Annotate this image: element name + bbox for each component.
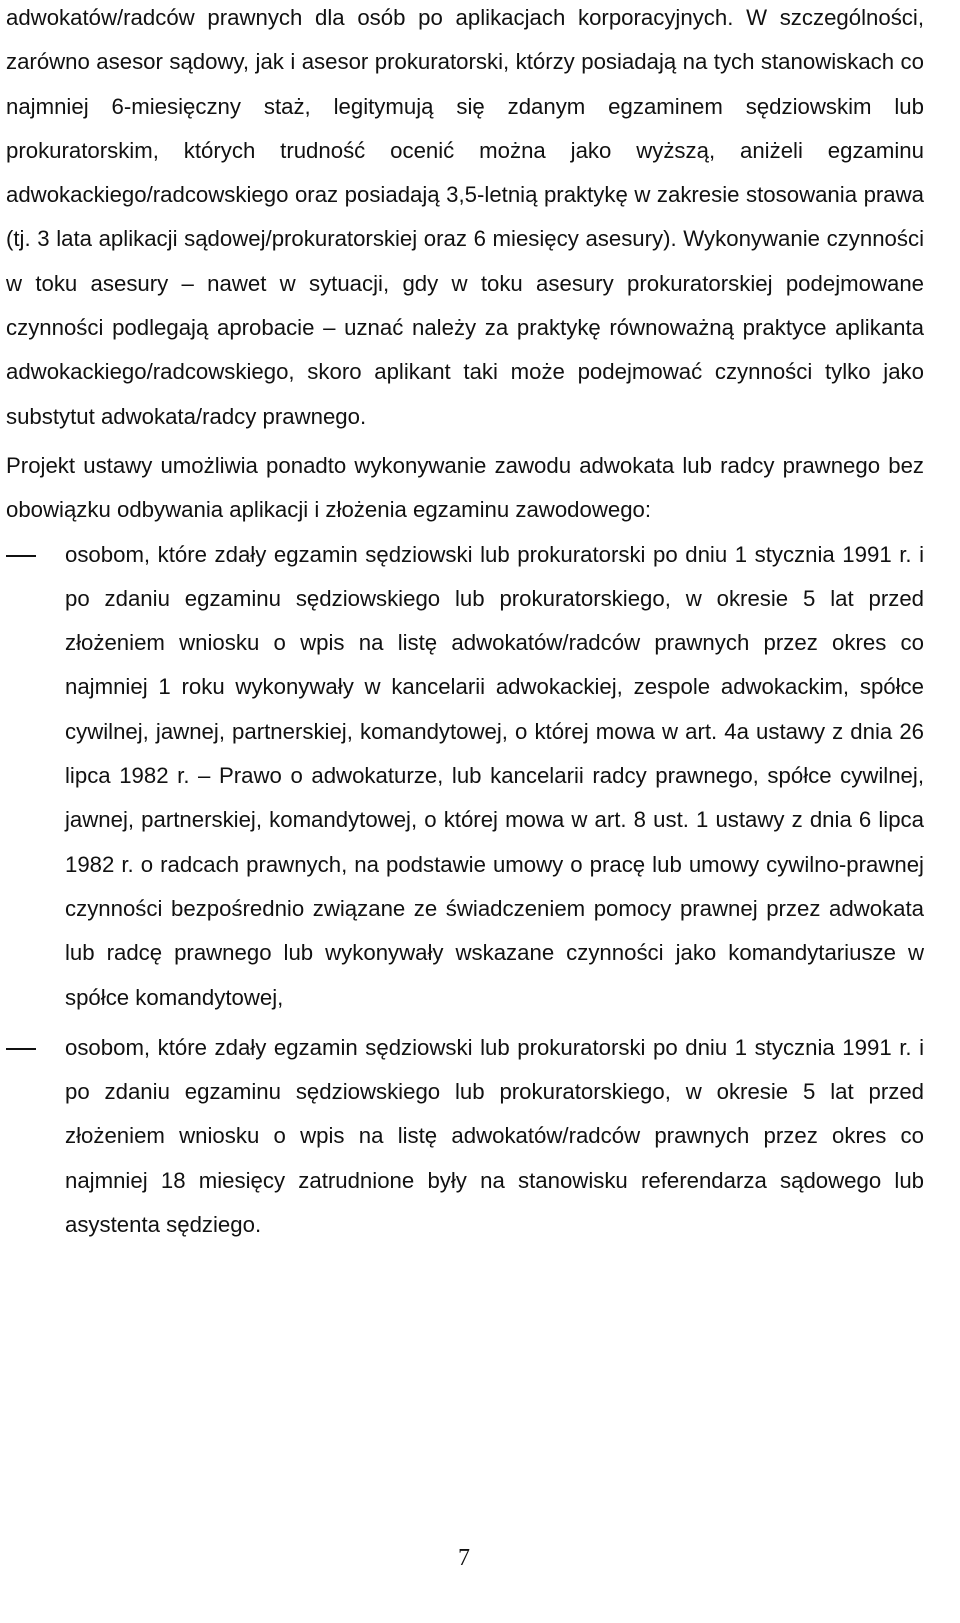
body-paragraph: Projekt ustawy umożliwia ponadto wykonywanie zawodu adwokata lub radcy prawnego bez obowiązku odbywania aplikacji i złożenia egzaminu zawodowego: <box>6 452 924 523</box>
list-item-text: osobom, które zdały egzamin sędziowski lub prokuratorski po dniu 1 stycznia 1991 r. i po zdaniu egzaminu sędziowskiego lub prokuratorskiego, w okresie 5 lat przed złożeniem wniosku o wpis na listę adwokatów/radców prawnych przez okres co najmniej 1 roku wykonywały w kancelarii adwokackiej, zespole adwokackim, spółce cywilnej, jawnej, partnerskiej, komandytowej, o której mowa w art. 4a ustawy z dnia 26 lipca 1982 r. – Prawo o adwokaturze, lub kancelarii radcy prawnego, spółce cywilnej, jawnej, partnerskiej, komandytowej, o której mowa w art. 8 ust. 1 ustawy z dnia 6 lipca 1982 r. o radcach prawnych, na podstawie umowy o pracę lub umowy cywilno-prawnej czynności bezpośrednio związane ze świadczeniem pomocy prawnej przez adwokata lub radcę prawnego lub wykonywały wskazane czynności jako komandytariusze w spółce komandytowej, <box>65 541 924 1010</box>
list-item <box>6 1026 924 1247</box>
dash-bullet-icon <box>6 1048 36 1050</box>
dash-bullet-icon <box>6 555 36 557</box>
page-number: 7 <box>458 1545 470 1571</box>
list-item-text: osobom, które zdały egzamin sędziowski lub prokuratorski po dniu 1 stycznia 1991 r. i po zdaniu egzaminu sędziowskiego lub prokuratorskiego, w okresie 5 lat przed złożeniem wniosku o wpis na listę adwokatów/radców prawnych przez okres co najmniej 18 miesięcy zatrudnione były na stanowisku referendarza sądowego lub asystenta sędziego. <box>65 1034 924 1238</box>
list-item <box>6 533 924 1020</box>
body-paragraph: adwokatów/radców prawnych dla osób po aplikacjach korporacyjnych. W szczególności, zarówno asesor sądowy, jak i asesor prokuratorski, którzy posiadają na tych stanowiskach co najmniej 6-miesięczny staż, legitymują się zdanym egzaminem sędziowskim lub prokuratorskim, których trudność ocenić można jako wyższą, aniżeli egzaminu adwokackiego/radcowskiego oraz posiadają 3,5-letnią praktykę w zakresie stosowania prawa (tj. 3 lata aplikacji sądowej/prokuratorskiej oraz 6 miesięcy asesury). Wykonywanie czynności w toku asesury – nawet w sytuacji, gdy w toku asesury prokuratorskiej podejmowane czynności podlegają aprobacie – uznać należy za praktykę równoważną praktyce aplikanta adwokackiego/radcowskiego, skoro aplikant taki może podejmować czynności tylko jako substytut adwokata/radcy prawnego. <box>6 5 924 429</box>
document-page <box>6 0 924 1247</box>
dash-list <box>6 533 924 1248</box>
